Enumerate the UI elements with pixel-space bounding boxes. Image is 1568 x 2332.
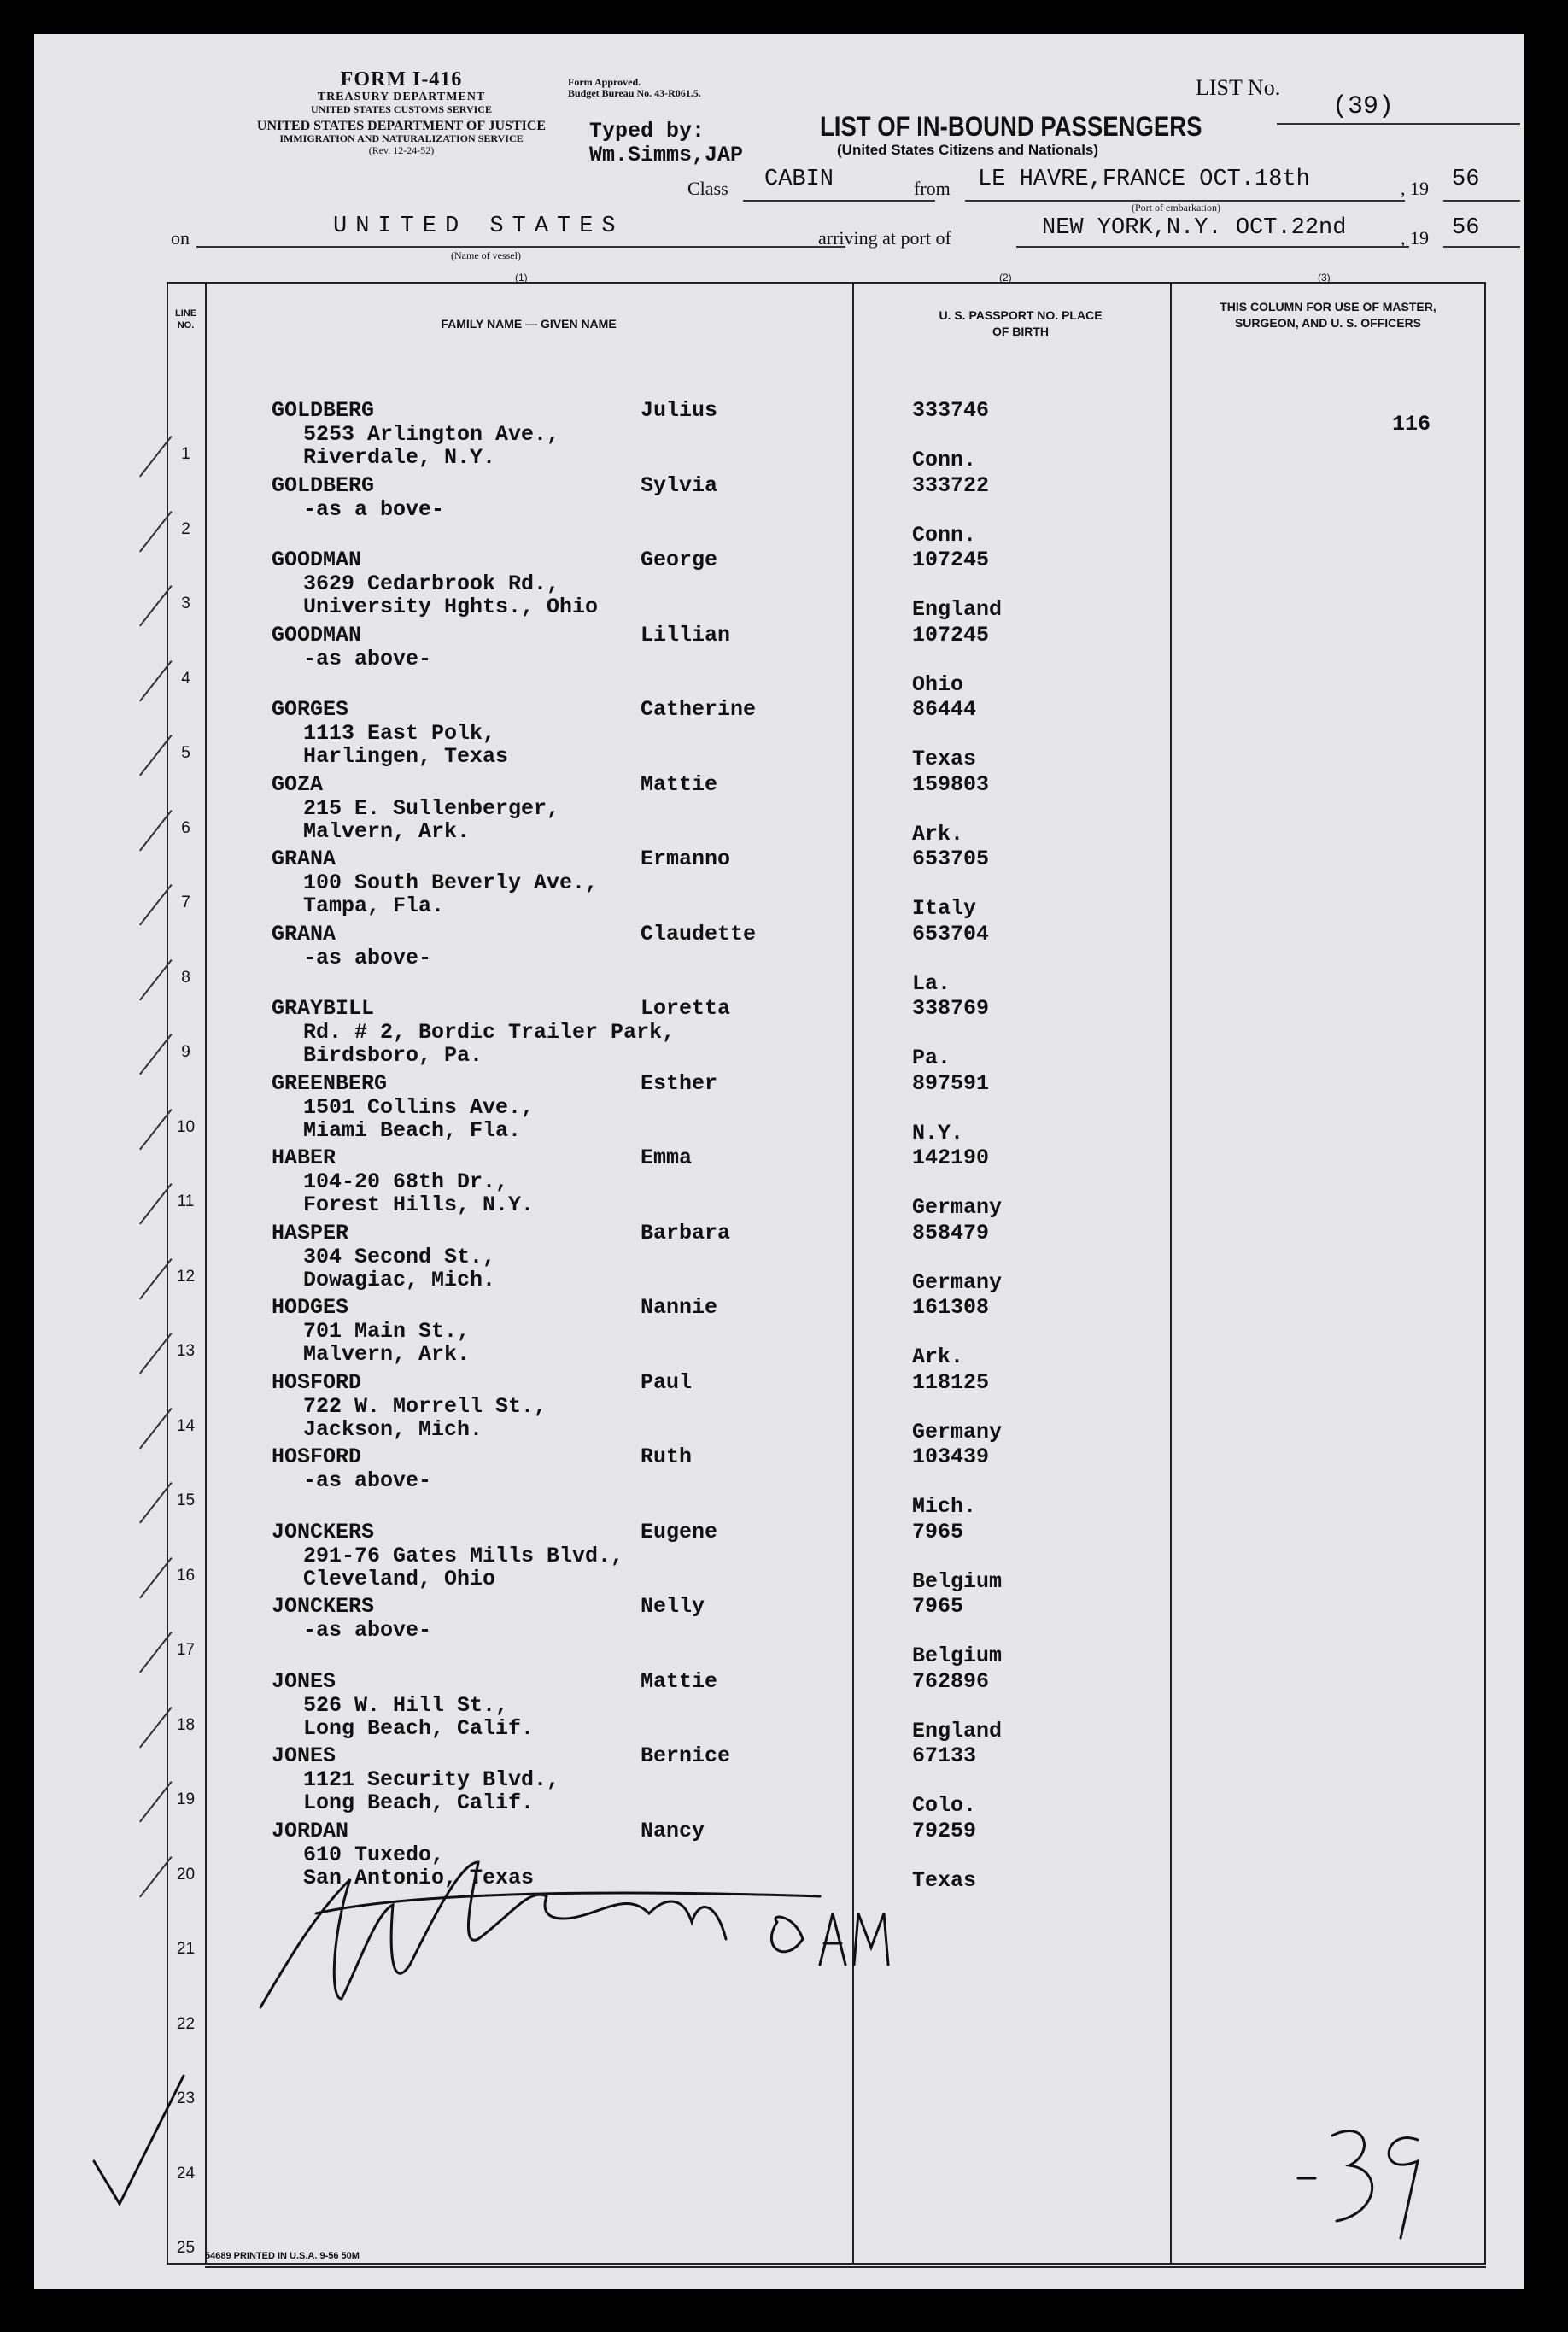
- family-name: HASPER: [272, 1220, 349, 1245]
- line-number: 2: [181, 519, 190, 538]
- column-index-2: (2): [999, 272, 1012, 284]
- family-name: GOODMAN: [272, 548, 362, 572]
- given-name: Lillian: [641, 622, 731, 647]
- address-line-2: Birdsboro, Pa.: [303, 1043, 483, 1068]
- given-name: Bernice: [641, 1743, 731, 1768]
- family-name: JONCKERS: [272, 1519, 375, 1544]
- given-name: Eugene: [641, 1519, 718, 1544]
- address-line-1: 610 Tuxedo,: [303, 1842, 445, 1867]
- address-line-2: Forest Hills, N.Y.: [303, 1192, 535, 1217]
- address-line-1: 701 Main St.,: [303, 1319, 471, 1344]
- line-number: 15: [176, 1491, 196, 1509]
- line-number: 18: [176, 1715, 196, 1734]
- line-number: 4: [181, 669, 190, 688]
- address-line-1: Rd. # 2, Bordic Trailer Park,: [303, 1020, 676, 1045]
- column-index-3: (3): [1318, 272, 1331, 284]
- address-line-1: 1501 Collins Ave.,: [303, 1094, 535, 1120]
- place-of-birth: Conn.: [912, 522, 977, 548]
- passport-number: 762896: [912, 1668, 990, 1694]
- address-line-2: Malvern, Ark.: [303, 1342, 471, 1367]
- passport-number: 118125: [912, 1369, 990, 1395]
- year-prefix-1: , 19: [1401, 178, 1429, 199]
- passport-number: 67133: [912, 1743, 977, 1768]
- passport-number: 79259: [912, 1818, 977, 1843]
- passport-number: 653704: [912, 921, 990, 946]
- address-line-2: Miami Beach, Fla.: [303, 1117, 522, 1143]
- year-value-1: 56: [1452, 167, 1480, 192]
- form-title: LIST OF IN-BOUND PASSENGERS: [820, 111, 1202, 142]
- year-prefix-2: , 19: [1401, 227, 1429, 249]
- address-line-1: 1121 Security Blvd.,: [303, 1767, 560, 1792]
- passport-number: 653705: [912, 847, 990, 871]
- line-number: 8: [181, 968, 190, 987]
- family-name: JORDAN: [272, 1818, 349, 1843]
- given-name: Nannie: [641, 1295, 718, 1320]
- passport-number: 897591: [912, 1070, 990, 1096]
- place-of-birth: Germany: [912, 1419, 1003, 1444]
- place-of-birth: Ohio: [912, 671, 964, 697]
- family-name: GOLDBERG: [272, 472, 375, 498]
- address-line-2: Jackson, Mich.: [303, 1416, 483, 1442]
- given-name: Paul: [641, 1369, 693, 1395]
- place-of-birth: Mich.: [912, 1494, 977, 1519]
- approval-line-2: Budget Bureau No. 43-R061.5.: [568, 87, 701, 99]
- place-of-birth: Belgium: [912, 1644, 1003, 1668]
- place-of-birth: Germany: [912, 1195, 1003, 1220]
- passport-number: 107245: [912, 548, 990, 572]
- col-header-officers: THIS COLUMN FOR USE OF MASTER, SURGEON, AND U. S. OFFICERS: [1220, 300, 1436, 330]
- given-name: Emma: [641, 1145, 693, 1170]
- passport-number: 86444: [912, 697, 977, 722]
- passport-number: 142190: [912, 1145, 990, 1170]
- address-line-1: 291-76 Gates Mills Blvd.,: [303, 1543, 624, 1568]
- address-line-2: Harlingen, Texas: [303, 744, 509, 769]
- line-number: 10: [176, 1117, 196, 1136]
- list-number-label: LIST No.: [1196, 75, 1281, 100]
- line-number: 13: [176, 1342, 196, 1360]
- form-number: FORM I-416: [340, 68, 463, 91]
- line-number: 24: [176, 2164, 196, 2183]
- form-subtitle: (United States Citizens and Nationals): [837, 142, 1099, 158]
- address-line-1: 304 Second St.,: [303, 1244, 496, 1269]
- treasury-dept: TREASURY DEPARTMENT: [317, 91, 486, 103]
- place-of-birth: England: [912, 597, 1003, 622]
- given-name: Nancy: [641, 1818, 705, 1843]
- place-of-birth: Ark.: [912, 1345, 964, 1369]
- address-line-1: 5253 Arlington Ave.,: [303, 422, 560, 447]
- typed-by-name: Wm.Simms,JAP: [589, 143, 744, 167]
- place-of-birth: England: [912, 1718, 1003, 1743]
- address-line-1: 215 E. Sullenberger,: [303, 795, 560, 821]
- passport-number: 103439: [912, 1444, 990, 1469]
- place-of-birth: Germany: [912, 1269, 1003, 1295]
- address-line-1: -as a bove-: [303, 496, 445, 522]
- address-line-2: Riverdale, N.Y.: [303, 445, 496, 470]
- arrival-port-value: NEW YORK,N.Y. OCT.22nd: [1042, 215, 1347, 241]
- column-index-1: (1): [515, 272, 528, 284]
- vessel-name: UNITED STATES: [333, 214, 624, 239]
- embarkation-value: LE HAVRE,FRANCE OCT.18th: [978, 167, 1310, 192]
- line-number: 12: [176, 1267, 196, 1286]
- vessel-note: (Name of vessel): [451, 249, 521, 261]
- address-line-2: Long Beach, Calif.: [303, 1715, 535, 1741]
- place-of-birth: Texas: [912, 747, 977, 771]
- place-of-birth: Texas: [912, 1867, 977, 1893]
- revision-date: (Rev. 12-24-52): [368, 144, 435, 156]
- address-line-1: 104-20 68th Dr.,: [303, 1169, 509, 1194]
- address-line-2: University Hghts., Ohio: [303, 595, 599, 619]
- line-number: 21: [176, 1940, 196, 1958]
- address-line-1: -as above-: [303, 1618, 432, 1643]
- customs-service: UNITED STATES CUSTOMS SERVICE: [311, 103, 492, 115]
- line-number: 23: [176, 2089, 196, 2107]
- given-name: Sylvia: [641, 472, 718, 498]
- passport-number: 7965: [912, 1519, 964, 1544]
- passport-number: 159803: [912, 771, 990, 797]
- passport-number: 333746: [912, 398, 990, 423]
- col-header-passport: U. S. PASSPORT NO. PLACE OF BIRTH: [939, 308, 1103, 338]
- place-of-birth: Italy: [912, 896, 977, 921]
- given-name: Esther: [641, 1070, 718, 1096]
- ins-service: IMMIGRATION AND NATURALIZATION SERVICE: [279, 132, 524, 144]
- handwriting-overlay: [34, 34, 1524, 2289]
- given-name: Nelly: [641, 1594, 705, 1619]
- line-number: 5: [181, 744, 190, 762]
- list-number-value: (39): [1332, 92, 1395, 121]
- address-line-2: Malvern, Ark.: [303, 818, 471, 844]
- given-name: Ruth: [641, 1444, 693, 1469]
- line-number: 22: [176, 2014, 196, 2033]
- family-name: JONES: [272, 1743, 336, 1768]
- class-label: Class: [687, 178, 728, 199]
- line-number: 14: [176, 1416, 196, 1435]
- family-name: JONCKERS: [272, 1594, 375, 1619]
- place-of-birth: Pa.: [912, 1046, 951, 1070]
- line-number: 9: [181, 1043, 190, 1061]
- print-footer: 54689 PRINTED IN U.S.A. 9-56 50M: [205, 2251, 360, 2261]
- col-header-line: LINE NO.: [174, 308, 197, 331]
- justice-dept: UNITED STATES DEPARTMENT OF JUSTICE: [256, 119, 547, 133]
- col-header-name: FAMILY NAME — GIVEN NAME: [441, 317, 617, 331]
- family-name: HOSFORD: [272, 1369, 362, 1395]
- from-label: from: [914, 178, 951, 199]
- on-label: on: [171, 227, 190, 249]
- line-number: 1: [181, 445, 190, 463]
- address-line-2: San Antonio, Texas: [303, 1865, 535, 1890]
- family-name: GORGES: [272, 697, 349, 722]
- family-name: GRANA: [272, 921, 336, 946]
- given-name: Loretta: [641, 996, 731, 1021]
- line-number: 19: [176, 1790, 196, 1808]
- passenger-manifest-page: [34, 34, 1524, 2289]
- family-name: GOLDBERG: [272, 398, 375, 423]
- place-of-birth: Colo.: [912, 1793, 977, 1818]
- place-of-birth: N.Y.: [912, 1120, 964, 1145]
- address-line-1: -as above-: [303, 1468, 432, 1493]
- family-name: HABER: [272, 1145, 336, 1170]
- line-number: 6: [181, 818, 190, 837]
- given-name: Claudette: [641, 921, 757, 946]
- address-line-2: Long Beach, Calif.: [303, 1790, 535, 1815]
- class-value: CABIN: [764, 167, 834, 192]
- officer-note: 116: [1392, 412, 1431, 437]
- family-name: GOODMAN: [272, 622, 362, 647]
- passport-number: 333722: [912, 472, 990, 498]
- address-line-1: 722 W. Morrell St.,: [303, 1393, 547, 1419]
- given-name: Mattie: [641, 1668, 718, 1694]
- line-number: 16: [176, 1566, 196, 1585]
- address-line-2: Cleveland, Ohio: [303, 1566, 496, 1591]
- port-embarkation-note: (Port of embarkation): [1132, 202, 1220, 214]
- address-line-1: 526 W. Hill St.,: [303, 1692, 509, 1718]
- address-line-1: 3629 Cedarbrook Rd.,: [303, 571, 560, 596]
- year-value-2: 56: [1452, 215, 1480, 241]
- passport-number: 7965: [912, 1594, 964, 1619]
- address-line-2: Dowagiac, Mich.: [303, 1267, 496, 1292]
- line-number: 7: [181, 894, 190, 911]
- passport-number: 338769: [912, 996, 990, 1021]
- family-name: HODGES: [272, 1295, 349, 1320]
- given-name: Barbara: [641, 1220, 731, 1245]
- place-of-birth: Ark.: [912, 821, 964, 847]
- passport-number: 107245: [912, 622, 990, 647]
- approval-line-1: Form Approved.: [568, 76, 641, 88]
- address-line-1: -as above-: [303, 945, 432, 970]
- given-name: George: [641, 548, 718, 572]
- given-name: Ermanno: [641, 847, 731, 871]
- family-name: GREENBERG: [272, 1070, 388, 1096]
- family-name: JONES: [272, 1668, 336, 1694]
- place-of-birth: Conn.: [912, 448, 977, 472]
- place-of-birth: Belgium: [912, 1568, 1003, 1594]
- arriving-label: arriving at port of: [818, 227, 951, 249]
- address-line-1: -as above-: [303, 646, 432, 671]
- family-name: GOZA: [272, 771, 324, 797]
- family-name: GRAYBILL: [272, 996, 375, 1021]
- address-line-2: Tampa, Fla.: [303, 894, 445, 918]
- given-name: Julius: [641, 398, 718, 423]
- line-number: 20: [176, 1865, 196, 1884]
- line-number: 17: [176, 1641, 196, 1659]
- given-name: Mattie: [641, 771, 718, 797]
- passport-number: 161308: [912, 1295, 990, 1320]
- given-name: Catherine: [641, 697, 757, 722]
- address-line-1: 1113 East Polk,: [303, 721, 496, 746]
- passport-number: 858479: [912, 1220, 990, 1245]
- typed-by-label: Typed by:: [589, 119, 705, 144]
- place-of-birth: La.: [912, 970, 951, 996]
- family-name: HOSFORD: [272, 1444, 362, 1469]
- line-number: 25: [176, 2239, 196, 2257]
- family-name: GRANA: [272, 847, 336, 871]
- address-line-1: 100 South Beverly Ave.,: [303, 870, 599, 895]
- line-number: 11: [177, 1192, 195, 1210]
- line-number: 3: [181, 595, 190, 612]
